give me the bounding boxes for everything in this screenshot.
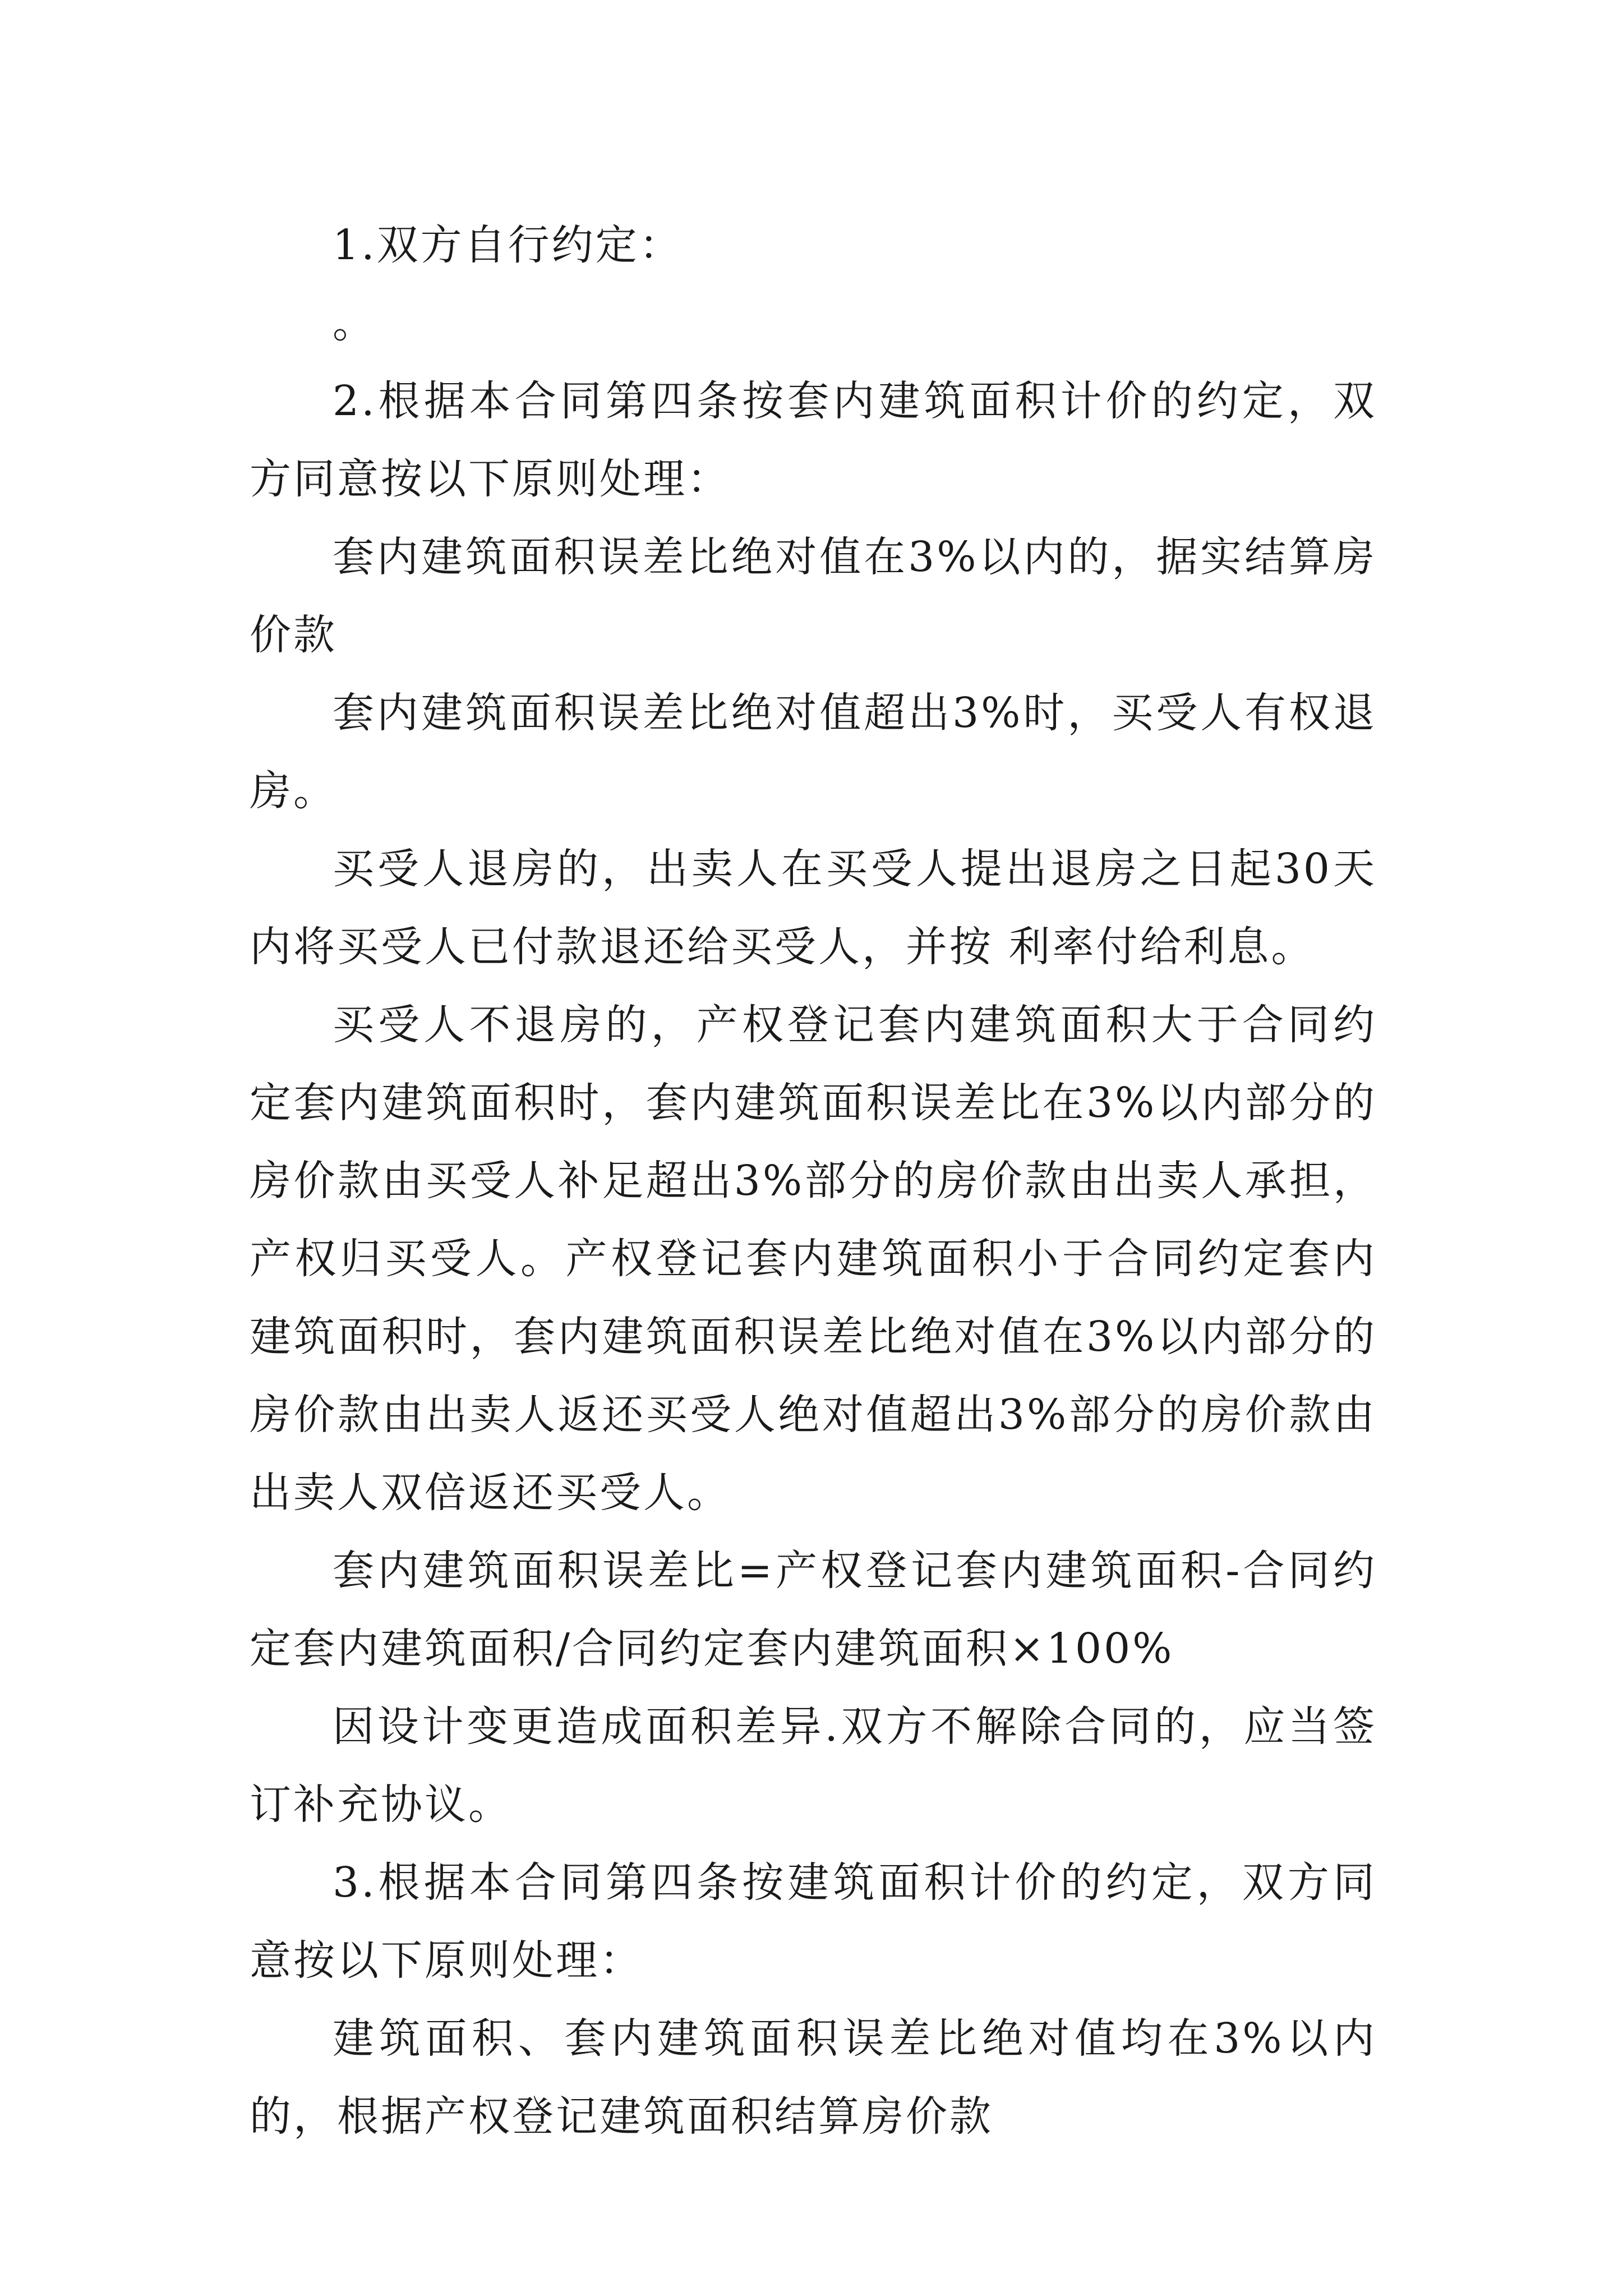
document-body <box>250 206 1377 2156</box>
paragraph-clause-3: 3.根据本合同第四条按建筑面积计价的约定，双方同意按以下原则处理： <box>250 1858 1377 1985</box>
paragraph-no-refund: 买受人不退房的，产权登记套内建筑面积大于合同约定套内建筑面积时，套内建筑面积误差比在3%以内部分的房价款由买受人补足超出3%部分的房价款由出卖人承担，产权归买受人。产权登记套内建筑面积小于合同约定套内建筑面积时，套内建筑面积误差比绝对值在3%以内部分的房价款由出卖人返还买受人绝对值超出3%部分的房价款由出卖人双倍返还买受人。 <box>250 1001 1377 1517</box>
paragraph-formula: 套内建筑面积误差比=产权登记套内建筑面积-合同约定套内建筑面积/合同约定套内建筑面积×100% <box>250 1547 1377 1673</box>
paragraph-clause-1-blank: 。 <box>333 299 376 347</box>
paragraph-within-3-percent: 套内建筑面积误差比绝对值在3%以内的，据实结算房价款 <box>250 533 1377 659</box>
paragraph-refund: 买受人退房的，出卖人在买受人提出退房之日起30天内将买受人已付款退还给买受人，并按 利率付给利息。 <box>250 845 1377 971</box>
paragraph-building-area: 建筑面积、套内建筑面积误差比绝对值均在3%以内的，根据产权登记建筑面积结算房价款 <box>250 2014 1377 2141</box>
paragraph-clause-1: 1.双方自行约定： <box>333 221 683 269</box>
paragraph-exceed-3-percent: 套内建筑面积误差比绝对值超出3%时，买受人有权退房。 <box>250 689 1377 815</box>
paragraph-clause-2: 2.根据本合同第四条按套内建筑面积计价的约定，双方同意按以下原则处理： <box>250 377 1377 503</box>
paragraph-design-change: 因设计变更造成面积差异.双方不解除合同的，应当签订补充协议。 <box>250 1703 1377 1829</box>
